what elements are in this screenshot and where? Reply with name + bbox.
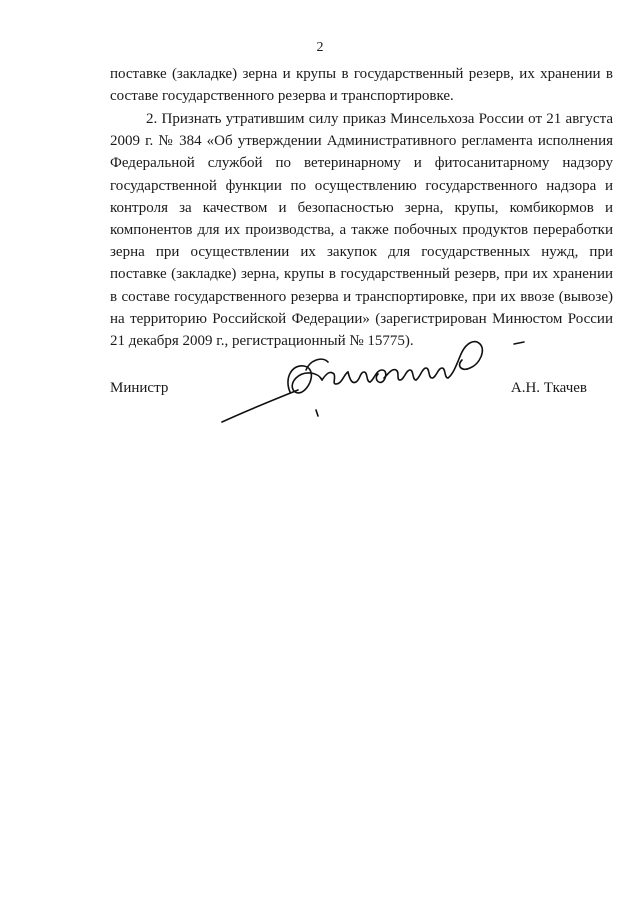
signatory-title: Министр [110, 380, 169, 396]
paragraph-continuation: поставке (закладке) зерна и крупы в государственный резерв, их хранении в составе государственного резерва и транспортировке. [110, 66, 613, 105]
page-number: 2 [316, 40, 324, 55]
handwritten-signature [218, 330, 558, 440]
paragraph-repeal-order: 2. Признать утратившим силу приказ Минсельхоза России от 21 августа 2009 г. № 384 «Об утверждении Административного регламента исполнения Федеральной службой по ветеринарному и фитосанитарному надзору государственной функции по осуществлению государственного надзора и контроля за качеством и безопасностью зерна, крупы, комбикормов и компонентов для их производства, а также побочных продуктов переработки зерна при осуществлении их закупок для государственных нужд, при поставке (закладке) зерна, крупы в государственный резерв, при их хранении в составе государственного резерва и транспортировке, при их ввозе (вывозе) на территорию Российской Федерации» (зарегистрирован Минюстом России 21 декабря 2009 г., регистрационный № 15775). [110, 111, 613, 350]
signatory-name: А.Н. Ткачев [510, 380, 587, 396]
